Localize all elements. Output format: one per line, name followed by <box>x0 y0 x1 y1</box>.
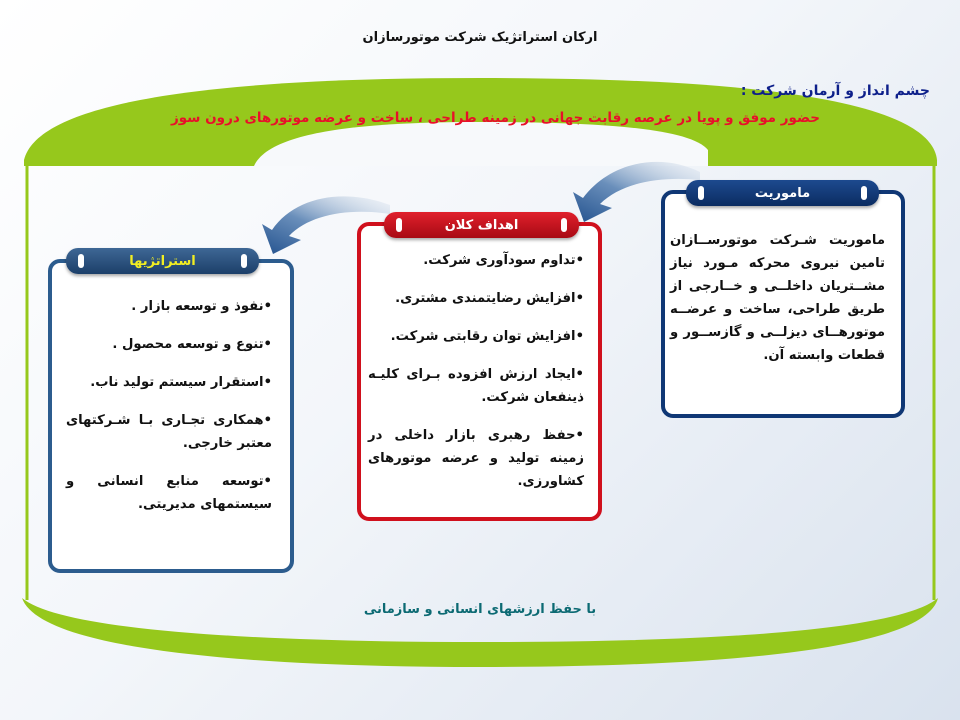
list-item: •تنوع و توسعه محصول . <box>112 337 272 352</box>
strategies-label: استراتژیها <box>129 253 196 269</box>
list-item: •استقرار سیستم تولید ناب. <box>90 375 272 390</box>
list-item: •افزایش رضایتمندی مشتری. <box>395 291 584 306</box>
list-item: •همکاری تجـاری بـا شـرکتهای معتبر خارجی. <box>66 413 272 451</box>
pin-icon <box>78 254 84 268</box>
list-item: •افزایش توان رقابتی شرکت. <box>390 329 584 344</box>
vision-statement: حضور موفق و پویا در عرصه رقابت جهانی در زمینه طراحی ، ساخت و عرضه موتورهای درون سوز <box>170 110 820 126</box>
mission-label: ماموریت <box>754 185 811 201</box>
pin-icon <box>241 254 247 268</box>
goals-list <box>368 249 584 508</box>
pin-icon <box>561 218 567 232</box>
list-item: •توسعه منابع انسانی و سیستمهای مدیریتی. <box>66 474 272 512</box>
page-title: ارکان استراتژیک شرکت موتورسازان <box>362 30 598 45</box>
list-item: •ایجاد ارزش افزوده بـرای کلیـه ذینفعان شرکت. <box>368 367 584 405</box>
pin-icon <box>861 186 867 200</box>
pin-icon <box>396 218 402 232</box>
strategies-header <box>66 248 259 274</box>
strategies-list <box>66 295 272 531</box>
list-item: •تداوم سودآوری شرکت. <box>423 253 584 268</box>
mission-header <box>686 180 879 206</box>
vision-heading: چشم انداز و آرمان شرکت : <box>740 83 930 99</box>
list-item: •نفوذ و توسعه بازار . <box>131 299 272 314</box>
list-item: •حفظ رهبری بازار داخلی در زمینه تولید و عرضه موتورهای کشاورزی. <box>368 428 584 489</box>
mission-text: ماموریت شـرکت موتورســازان تامین نیروی محرکه مـورد نیاز مشــتریان داخلــی و خــارجی از طریق طراحی، ساخت و عرضــه موتورهــای دیزلــی و گازســور و قطعات وابسته آن. <box>670 233 885 363</box>
footer-text: با حفظ ارزشهای انسانی و سازمانی <box>363 602 597 617</box>
pin-icon <box>698 186 704 200</box>
goals-header <box>384 212 579 238</box>
goals-label: اهداف کلان <box>444 217 519 233</box>
